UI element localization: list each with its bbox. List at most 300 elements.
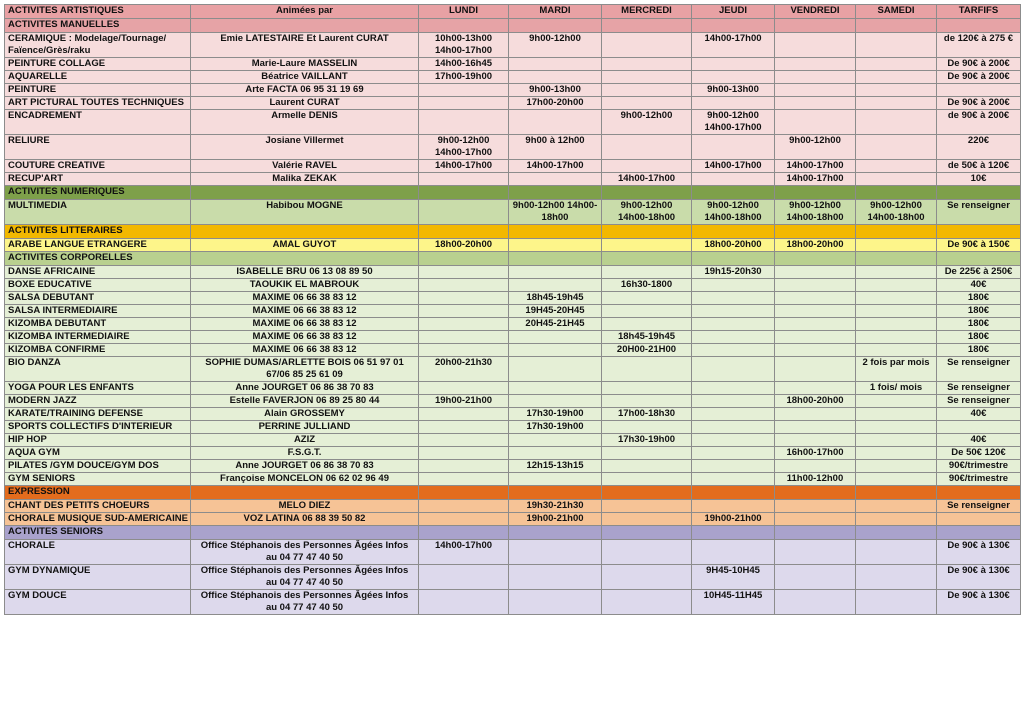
tarif-value: Se renseigner <box>937 357 1021 382</box>
header-row <box>5 5 1021 19</box>
schedule-vendredi <box>775 33 856 58</box>
header-vendredi: VENDREDI <box>775 5 856 19</box>
schedule-jeudi <box>692 292 775 305</box>
schedule-samedi <box>856 239 937 252</box>
schedule-samedi <box>856 84 937 97</box>
tarif-value: Se renseigner <box>937 382 1021 395</box>
animator-name: VOZ LATINA 06 88 39 50 82 <box>191 513 419 526</box>
activity-name: RELIURE <box>5 135 191 160</box>
schedule-mardi <box>509 357 602 382</box>
section-cell <box>602 225 692 239</box>
schedule-jeudi <box>692 97 775 110</box>
table-row <box>5 540 1021 565</box>
schedule-samedi <box>856 58 937 71</box>
section-cell <box>191 19 419 33</box>
tarif-value: 40€ <box>937 434 1021 447</box>
schedule-samedi <box>856 500 937 513</box>
section-cell <box>692 19 775 33</box>
section-title: ACTIVITES NUMERIQUES <box>5 186 191 200</box>
schedule-mercredi: 9h00-12h00 14h00-18h00 <box>602 200 692 225</box>
section-cell <box>937 186 1021 200</box>
table-row <box>5 513 1021 526</box>
schedule-jeudi <box>692 421 775 434</box>
table-row <box>5 305 1021 318</box>
schedule-vendredi <box>775 84 856 97</box>
activity-name: GYM SENIORS <box>5 473 191 486</box>
schedule-jeudi: 19h15-20h30 <box>692 266 775 279</box>
section-cell <box>419 526 509 540</box>
schedule-vendredi <box>775 279 856 292</box>
schedule-mercredi <box>602 160 692 173</box>
schedule-lundi <box>419 97 509 110</box>
activity-name: SALSA DEBUTANT <box>5 292 191 305</box>
section-cell <box>775 486 856 500</box>
schedule-samedi <box>856 395 937 408</box>
schedule-vendredi <box>775 434 856 447</box>
table-row <box>5 473 1021 486</box>
section-cell <box>509 186 602 200</box>
schedule-jeudi <box>692 71 775 84</box>
tarif-value: 10€ <box>937 173 1021 186</box>
tarif-value: De 90€ à 150€ <box>937 239 1021 252</box>
activity-name: GYM DYNAMIQUE <box>5 565 191 590</box>
schedule-mardi: 12h15-13h15 <box>509 460 602 473</box>
tarif-value <box>937 84 1021 97</box>
animator-name: Emie LATESTAIRE Et Laurent CURAT <box>191 33 419 58</box>
animator-name: Anne JOURGET 06 86 38 70 83 <box>191 382 419 395</box>
schedule-lundi <box>419 473 509 486</box>
schedule-lundi: 9h00-12h00 14h00-17h00 <box>419 135 509 160</box>
schedule-vendredi <box>775 110 856 135</box>
animator-name: Josiane Villermet <box>191 135 419 160</box>
header-animateurs: Animées par <box>191 5 419 19</box>
section-cell <box>856 19 937 33</box>
schedule-mardi <box>509 447 602 460</box>
section-cell <box>602 526 692 540</box>
tarif-value: De 90€ à 130€ <box>937 590 1021 615</box>
schedule-vendredi: 11h00-12h00 <box>775 473 856 486</box>
section-cell <box>937 225 1021 239</box>
schedule-lundi <box>419 318 509 331</box>
schedule-vendredi: 16h00-17h00 <box>775 447 856 460</box>
section-row <box>5 486 1021 500</box>
schedule-vendredi <box>775 590 856 615</box>
animator-name: Office Stéphanois des Personnes Âgées Infos au 04 77 47 40 50 <box>191 565 419 590</box>
schedule-jeudi <box>692 382 775 395</box>
schedule-jeudi <box>692 540 775 565</box>
schedule-mardi: 17h00-20h00 <box>509 97 602 110</box>
activity-name: KIZOMBA DEBUTANT <box>5 318 191 331</box>
section-cell <box>191 225 419 239</box>
activity-name: ENCADREMENT <box>5 110 191 135</box>
activity-name: SALSA INTERMEDIAIRE <box>5 305 191 318</box>
schedule-vendredi <box>775 292 856 305</box>
animator-name: Béatrice VAILLANT <box>191 71 419 84</box>
schedule-mardi <box>509 266 602 279</box>
schedule-lundi <box>419 305 509 318</box>
schedule-vendredi <box>775 71 856 84</box>
schedule-mardi: 9h00 à 12h00 <box>509 135 602 160</box>
activity-name: CERAMIQUE : Modelage/Tournage/ Faïence/Grès/raku <box>5 33 191 58</box>
section-cell <box>775 526 856 540</box>
schedule-mercredi: 9h00-12h00 <box>602 110 692 135</box>
schedule-samedi <box>856 110 937 135</box>
schedule-samedi <box>856 460 937 473</box>
schedule-samedi <box>856 97 937 110</box>
table-row <box>5 395 1021 408</box>
schedule-samedi <box>856 33 937 58</box>
schedule-samedi <box>856 305 937 318</box>
schedule-lundi <box>419 173 509 186</box>
section-cell <box>509 225 602 239</box>
schedule-vendredi: 18h00-20h00 <box>775 395 856 408</box>
schedule-lundi <box>419 84 509 97</box>
schedule-lundi <box>419 331 509 344</box>
schedule-lundi <box>419 500 509 513</box>
schedule-lundi: 14h00-16h45 <box>419 58 509 71</box>
schedule-mercredi <box>602 382 692 395</box>
animator-name: Habibou MOGNE <box>191 200 419 225</box>
animator-name: Malika ZEKAK <box>191 173 419 186</box>
schedule-mardi <box>509 565 602 590</box>
schedule-mercredi <box>602 58 692 71</box>
schedule-lundi <box>419 279 509 292</box>
section-row <box>5 252 1021 266</box>
header-samedi: SAMEDI <box>856 5 937 19</box>
tarif-value: de 120€ à 275 € <box>937 33 1021 58</box>
schedule-samedi <box>856 421 937 434</box>
schedule-samedi <box>856 473 937 486</box>
schedule-jeudi: 18h00-20h00 <box>692 239 775 252</box>
schedule-mardi: 9h00-12h00 14h00-18h00 <box>509 200 602 225</box>
table-row <box>5 421 1021 434</box>
section-cell <box>602 486 692 500</box>
activity-name: MODERN JAZZ <box>5 395 191 408</box>
header-lundi: LUNDI <box>419 5 509 19</box>
tarif-value <box>937 421 1021 434</box>
schedule-lundi <box>419 565 509 590</box>
schedule-vendredi <box>775 408 856 421</box>
activity-name: PEINTURE COLLAGE <box>5 58 191 71</box>
schedule-mardi <box>509 540 602 565</box>
section-cell <box>191 252 419 266</box>
activity-name: KARATE/TRAINING DEFENSE <box>5 408 191 421</box>
activities-table <box>4 4 1021 615</box>
header-tarifs: TARFIFS <box>937 5 1021 19</box>
activity-name: KIZOMBA CONFIRME <box>5 344 191 357</box>
schedule-mercredi: 14h00-17h00 <box>602 173 692 186</box>
schedule-lundi <box>419 200 509 225</box>
section-title: ACTIVITES CORPORELLES <box>5 252 191 266</box>
schedule-samedi <box>856 279 937 292</box>
activity-name: KIZOMBA INTERMEDIAIRE <box>5 331 191 344</box>
schedule-jeudi <box>692 434 775 447</box>
section-cell <box>509 19 602 33</box>
schedule-mercredi <box>602 33 692 58</box>
schedule-mercredi: 17h00-18h30 <box>602 408 692 421</box>
animator-name: AMAL GUYOT <box>191 239 419 252</box>
schedule-jeudi: 19h00-21h00 <box>692 513 775 526</box>
tarif-value: Se renseigner <box>937 500 1021 513</box>
animator-name: AZIZ <box>191 434 419 447</box>
schedule-mardi: 17h30-19h00 <box>509 421 602 434</box>
schedule-samedi <box>856 447 937 460</box>
table-row <box>5 239 1021 252</box>
schedule-lundi: 10h00-13h00 14h00-17h00 <box>419 33 509 58</box>
section-title: ACTIVITES LITTERAIRES <box>5 225 191 239</box>
table-body <box>5 5 1021 615</box>
table-row <box>5 84 1021 97</box>
tarif-value: Se renseigner <box>937 200 1021 225</box>
schedule-mardi <box>509 71 602 84</box>
schedule-samedi <box>856 344 937 357</box>
schedule-lundi: 18h00-20h00 <box>419 239 509 252</box>
section-cell <box>937 19 1021 33</box>
section-cell <box>509 252 602 266</box>
schedule-samedi: 2 fois par mois <box>856 357 937 382</box>
section-cell <box>692 186 775 200</box>
schedule-samedi <box>856 331 937 344</box>
schedule-jeudi <box>692 408 775 421</box>
schedule-vendredi: 14h00-17h00 <box>775 173 856 186</box>
section-cell <box>775 19 856 33</box>
schedule-mardi: 14h00-17h00 <box>509 160 602 173</box>
header-jeudi: JEUDI <box>692 5 775 19</box>
schedule-mardi: 17h30-19h00 <box>509 408 602 421</box>
schedule-vendredi <box>775 331 856 344</box>
schedule-jeudi: 10H45-11H45 <box>692 590 775 615</box>
schedule-mercredi <box>602 590 692 615</box>
tarif-value: De 90€ à 200€ <box>937 71 1021 84</box>
animator-name: ISABELLE BRU 06 13 08 89 50 <box>191 266 419 279</box>
schedule-lundi <box>419 110 509 135</box>
schedule-samedi <box>856 292 937 305</box>
activity-name: CHORALE <box>5 540 191 565</box>
schedule-lundi <box>419 344 509 357</box>
activity-name: PEINTURE <box>5 84 191 97</box>
schedule-samedi <box>856 408 937 421</box>
schedule-jeudi: 9h00-12h00 14h00-18h00 <box>692 200 775 225</box>
animator-name: Alain GROSSEMY <box>191 408 419 421</box>
schedule-mardi <box>509 434 602 447</box>
schedule-mercredi: 16h30-1800 <box>602 279 692 292</box>
activity-name: CHANT DES PETITS CHOEURS <box>5 500 191 513</box>
tarif-value: 40€ <box>937 408 1021 421</box>
section-cell <box>191 526 419 540</box>
tarif-value: de 50€ à 120€ <box>937 160 1021 173</box>
table-row <box>5 565 1021 590</box>
activity-name: ARABE LANGUE ETRANGERE <box>5 239 191 252</box>
schedule-vendredi <box>775 344 856 357</box>
schedule-lundi <box>419 590 509 615</box>
schedule-mercredi: 20H00-21H00 <box>602 344 692 357</box>
schedule-mercredi <box>602 421 692 434</box>
tarif-value: De 225€ à 250€ <box>937 266 1021 279</box>
schedule-jeudi <box>692 318 775 331</box>
schedule-mardi: 9h00-12h00 <box>509 33 602 58</box>
schedule-mercredi <box>602 292 692 305</box>
section-row <box>5 186 1021 200</box>
tarif-value: Se renseigner <box>937 395 1021 408</box>
tarif-value: De 90€ à 130€ <box>937 565 1021 590</box>
schedule-jeudi: 9h00-12h00 14h00-17h00 <box>692 110 775 135</box>
section-cell <box>419 486 509 500</box>
schedule-mardi <box>509 382 602 395</box>
schedule-jeudi: 14h00-17h00 <box>692 160 775 173</box>
schedule-mercredi <box>602 305 692 318</box>
activity-name: DANSE AFRICAINE <box>5 266 191 279</box>
section-cell <box>937 526 1021 540</box>
schedule-vendredi <box>775 565 856 590</box>
schedule-mardi: 9h00-13h00 <box>509 84 602 97</box>
schedule-mardi <box>509 279 602 292</box>
schedule-lundi <box>419 421 509 434</box>
schedule-lundi <box>419 292 509 305</box>
section-cell <box>856 252 937 266</box>
section-cell <box>692 252 775 266</box>
schedule-vendredi <box>775 540 856 565</box>
tarif-value: 180€ <box>937 318 1021 331</box>
schedule-jeudi <box>692 447 775 460</box>
schedule-vendredi: 18h00-20h00 <box>775 239 856 252</box>
animator-name: PERRINE JULLIAND <box>191 421 419 434</box>
schedule-jeudi: 9H45-10H45 <box>692 565 775 590</box>
animator-name: Françoise MONCELON 06 62 02 96 49 <box>191 473 419 486</box>
schedule-lundi: 17h00-19h00 <box>419 71 509 84</box>
schedule-mercredi <box>602 513 692 526</box>
schedule-mardi <box>509 331 602 344</box>
schedule-samedi <box>856 135 937 160</box>
section-cell <box>509 526 602 540</box>
schedule-samedi: 9h00-12h00 14h00-18h00 <box>856 200 937 225</box>
schedule-mardi: 19h30-21h30 <box>509 500 602 513</box>
table-row <box>5 357 1021 382</box>
schedule-samedi <box>856 318 937 331</box>
schedule-jeudi <box>692 460 775 473</box>
section-cell <box>775 252 856 266</box>
schedule-vendredi <box>775 266 856 279</box>
header-activities: ACTIVITES ARTISTIQUES <box>5 5 191 19</box>
section-cell <box>937 252 1021 266</box>
section-cell <box>856 526 937 540</box>
activity-name: AQUARELLE <box>5 71 191 84</box>
schedule-vendredi <box>775 305 856 318</box>
schedule-vendredi <box>775 513 856 526</box>
schedule-lundi <box>419 460 509 473</box>
animator-name: Anne JOURGET 06 86 38 70 83 <box>191 460 419 473</box>
tarif-value: 220€ <box>937 135 1021 160</box>
schedule-samedi <box>856 434 937 447</box>
schedule-mercredi <box>602 266 692 279</box>
section-cell <box>419 252 509 266</box>
tarif-value: 40€ <box>937 279 1021 292</box>
tarif-value: De 90€ à 200€ <box>937 97 1021 110</box>
schedule-vendredi: 14h00-17h00 <box>775 160 856 173</box>
tarif-value: 180€ <box>937 292 1021 305</box>
header-mardi: MARDI <box>509 5 602 19</box>
animator-name: Marie-Laure MASSELIN <box>191 58 419 71</box>
schedule-jeudi <box>692 473 775 486</box>
table-row <box>5 460 1021 473</box>
activity-name: BIO DANZA <box>5 357 191 382</box>
header-mercredi: MERCREDI <box>602 5 692 19</box>
schedule-lundi <box>419 408 509 421</box>
activity-name: HIP HOP <box>5 434 191 447</box>
activity-name: YOGA POUR LES ENFANTS <box>5 382 191 395</box>
tarif-value: de 90€ à 200€ <box>937 110 1021 135</box>
animator-name: Office Stéphanois des Personnes Âgées Infos au 04 77 47 40 50 <box>191 590 419 615</box>
activity-name: SPORTS COLLECTIFS D'INTERIEUR <box>5 421 191 434</box>
schedule-lundi <box>419 447 509 460</box>
section-cell <box>191 486 419 500</box>
schedule-vendredi: 9h00-12h00 <box>775 135 856 160</box>
schedule-jeudi: 9h00-13h00 <box>692 84 775 97</box>
schedule-mardi <box>509 173 602 186</box>
section-cell <box>856 486 937 500</box>
schedule-samedi <box>856 540 937 565</box>
section-cell <box>602 252 692 266</box>
schedule-jeudi <box>692 331 775 344</box>
table-row <box>5 97 1021 110</box>
animator-name: Arte FACTA 06 95 31 19 69 <box>191 84 419 97</box>
section-cell <box>419 225 509 239</box>
tarif-value: 90€/trimestre <box>937 460 1021 473</box>
schedule-lundi: 20h00-21h30 <box>419 357 509 382</box>
table-row <box>5 71 1021 84</box>
animator-name: TAOUKIK EL MABROUK <box>191 279 419 292</box>
schedule-mercredi <box>602 565 692 590</box>
table-row <box>5 160 1021 173</box>
schedule-mardi <box>509 239 602 252</box>
schedule-lundi: 14h00-17h00 <box>419 540 509 565</box>
table-row <box>5 500 1021 513</box>
schedule-vendredi <box>775 382 856 395</box>
schedule-lundi: 14h00-17h00 <box>419 160 509 173</box>
animator-name: MAXIME 06 66 38 83 12 <box>191 331 419 344</box>
animator-name: Laurent CURAT <box>191 97 419 110</box>
table-row <box>5 331 1021 344</box>
animator-name: MAXIME 06 66 38 83 12 <box>191 292 419 305</box>
table-row <box>5 135 1021 160</box>
activity-name: PILATES /GYM DOUCE/GYM DOS <box>5 460 191 473</box>
tarif-value: 180€ <box>937 331 1021 344</box>
schedule-samedi <box>856 266 937 279</box>
schedule-samedi <box>856 590 937 615</box>
activity-name: AQUA GYM <box>5 447 191 460</box>
animator-name: MELO DIEZ <box>191 500 419 513</box>
schedule-mercredi <box>602 447 692 460</box>
section-cell <box>692 526 775 540</box>
tarif-value: De 50€ 120€ <box>937 447 1021 460</box>
schedule-jeudi <box>692 395 775 408</box>
schedule-lundi <box>419 434 509 447</box>
tarif-value: De 90€ à 130€ <box>937 540 1021 565</box>
section-cell <box>856 186 937 200</box>
section-cell <box>692 225 775 239</box>
tarif-value: De 90€ à 200€ <box>937 58 1021 71</box>
schedule-mercredi: 17h30-19h00 <box>602 434 692 447</box>
schedule-mercredi: 18h45-19h45 <box>602 331 692 344</box>
schedule-mardi: 19H45-20H45 <box>509 305 602 318</box>
schedule-mardi <box>509 110 602 135</box>
schedule-mercredi <box>602 135 692 160</box>
activity-name: RECUP'ART <box>5 173 191 186</box>
animator-name: SOPHIE DUMAS/ARLETTE BOIS 06 51 97 01 67/06 85 25 61 09 <box>191 357 419 382</box>
schedule-jeudi <box>692 279 775 292</box>
tarif-value: 90€/trimestre <box>937 473 1021 486</box>
schedule-jeudi <box>692 500 775 513</box>
schedule-samedi <box>856 565 937 590</box>
